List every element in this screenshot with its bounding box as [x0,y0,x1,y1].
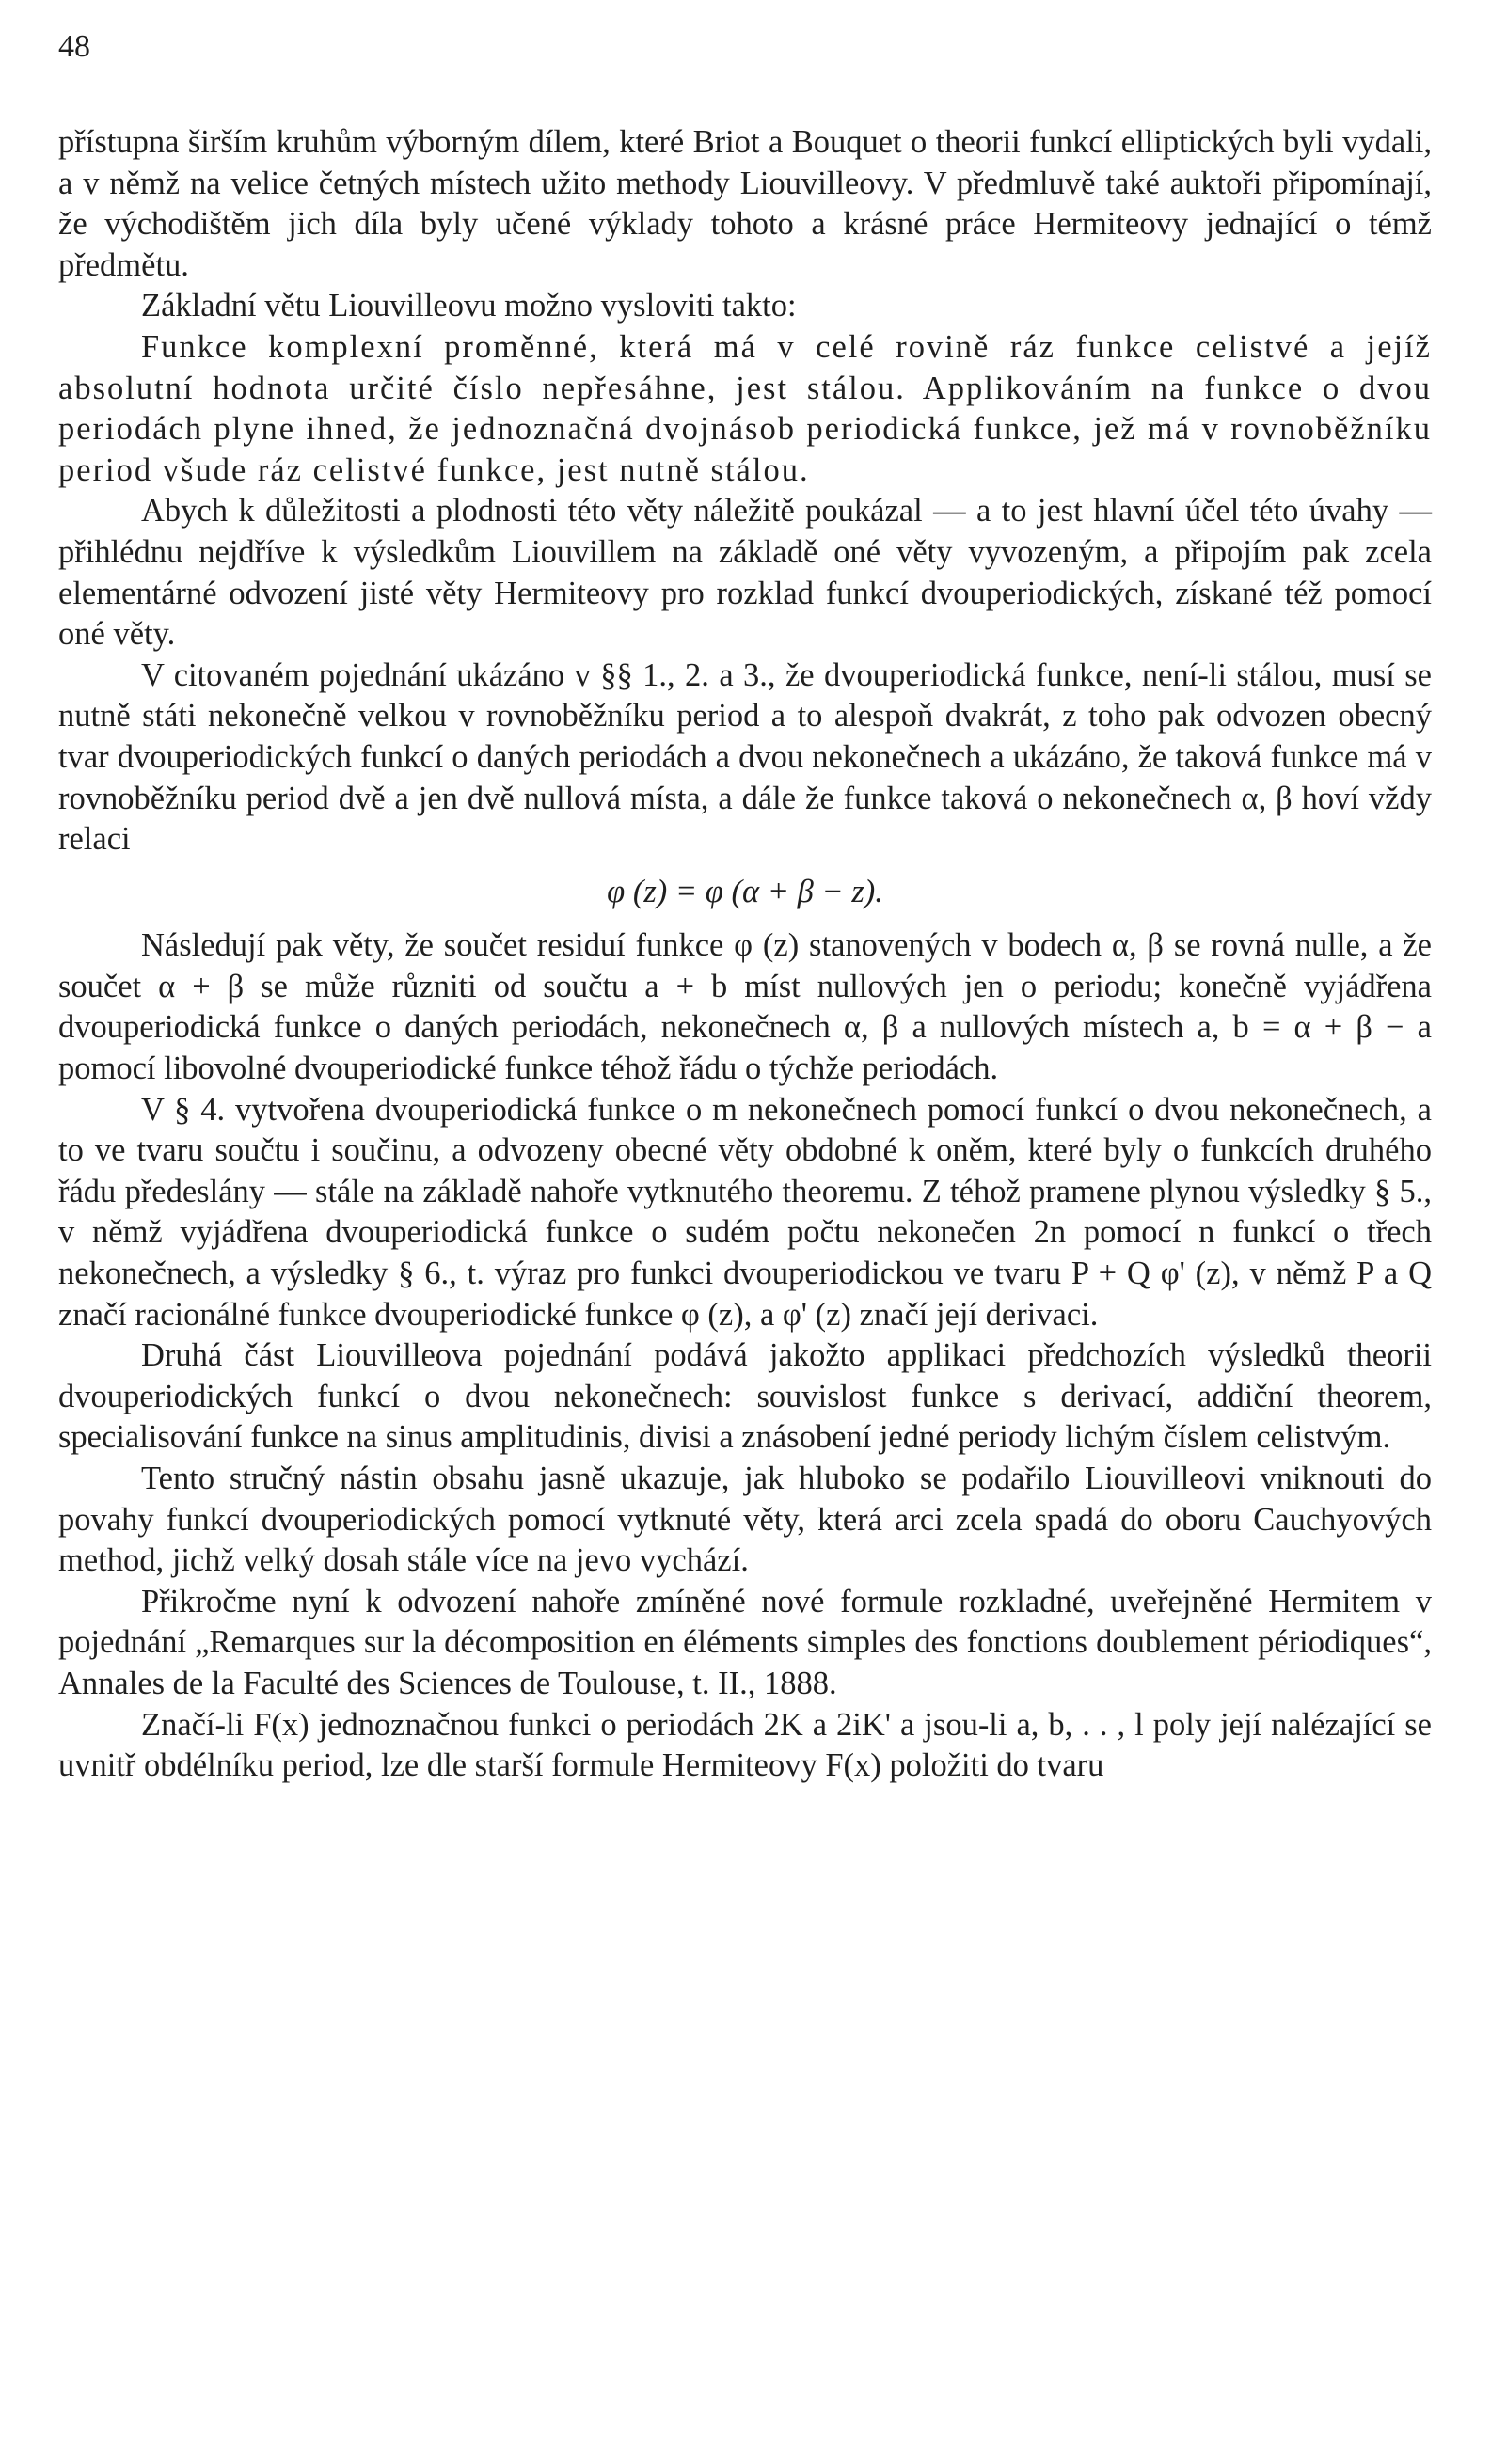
paragraph-7: Následují pak věty, že součet residuí funkce φ (z) stanovených v bodech α, β se rovná nulle, a že součet α + β se může různiti od součtu a + b míst nullových jen o periodu; konečně vyjádřena dvouperiodická funkce o daných periodách, nekonečnech α, β a nullových místech a, b = α + β − a pomocí libovolné dvouperiodické funkce téhož řádu o týchže periodách. [58,927,1432,1087]
formula-relation: φ (z) = φ (α + β − z). [607,873,883,909]
page-number: 48 [58,29,90,64]
body-text [58,122,1432,1787]
paragraph-2: Základní větu Liouvilleovu možno vysloviti takto: [141,288,797,324]
paragraph-11: Přikročme nyní k odvození nahoře zmíněné nové formule rozkladné, uveřejněné Hermitem v pojednání „Remarques sur la décomposition en éléments simples des fonctions doublement périodiques“, Annales de la Faculté des Sciences de Toulouse, t. II., 1888. [58,1583,1432,1701]
paragraph-4: Abych k důležitosti a plodnosti této věty náležitě poukázal — a to jest hlavní účel této úvahy — přihlédnu nejdříve k výsledkům Liouvillem na základě oné věty vyvozeným, a připojím pak zcela elementárné odvození jisté věty Hermiteovy pro rozklad funkcí dvouperiodických, získané též pomocí oné věty. [58,493,1432,653]
paragraph-8: V § 4. vytvořena dvouperiodická funkce o m nekonečnech pomocí funkcí o dvou nekonečnech, a to ve tvaru součtu i součinu, a odvozeny obecné věty obdobné k oněm, které byly o funkcích druhého řádu předeslány — stále na základě nahoře vytknutého theoremu. Z téhož pramene plynou výsledky § 5., v němž vyjádřena dvouperiodická funkce o sudém počtu nekonečen 2n pomocí n funkcí o třech nekonečnech, a výsledky § 6., t. výraz pro funkci dvouperiodickou ve tvaru P + Q φ' (z), v němž P a Q značí racionálné funkce dvouperiodické funkce φ (z), a φ' (z) značí její derivaci. [58,1091,1432,1333]
paragraph-12: Značí-li F(x) jednoznačnou funkci o periodách 2K a 2iK' a jsou-li a, b, . . , l poly její nalézající se uvnitř obdélníku period, lze dle starší formule Hermiteovy F(x) položiti do tvaru [58,1706,1432,1784]
paragraph-9: Druhá část Liouvilleova pojednání podává jakožto applikaci předchozích výsledků theorii dvouperiodických funkcí o dvou nekonečnech: souvislost funkce s derivací, addiční theorem, specialisování funkce na sinus amplitudinis, divisi a znásobení jedné periody lichým číslem celistvým. [58,1337,1432,1456]
theorem-paragraph: Funkce komplexní proměnné, která má v celé rovině ráz funkce celistvé a jejíž absolutní hodnota určité číslo nepřesáhne, jest stálou. Applikováním na funkce o dvou periodách plyne ihned, že jednoznačná dvojnásob periodická funkce, jež má v rovnoběžníku period všude ráz celistvé funkce, jest nutně stálou. [58,328,1432,488]
paragraph-10: Tento stručný nástin obsahu jasně ukazuje, jak hluboko se podařilo Liouvilleovi vniknouti do povahy funkcí dvouperiodických pomocí vytknuté věty, která arci zcela spadá do oboru Cauchyových method, jichž velký dosah stále více na jevo vychází. [58,1461,1432,1579]
paragraph-1: přístupna širším kruhům výborným dílem, které Briot a Bouquet o theorii funkcí elliptických byli vydali, a v němž na velice četných místech užito methody Liouvilleovy. V předmluvě také auktoři připomínají, že východištěm jich díla byly učené výklady tohoto a krásné práce Hermiteovy jednající o témž předmětu. [58,124,1432,283]
paragraph-5: V citovaném pojednání ukázáno v §§ 1., 2. a 3., že dvouperiodická funkce, není-li stálou, musí se nutně státi nekonečně velkou v rovnoběžníku period a to alespoň dvakrát, z toho pak odvozen obecný tvar dvouperiodických funkcí o daných periodách a dvou nekonečnech a ukázáno, že taková funkce má v rovnoběžníku period dvě a jen dvě nullová místa, a dále že funkce taková o nekonečnech α, β hoví vždy relaci [58,656,1432,858]
